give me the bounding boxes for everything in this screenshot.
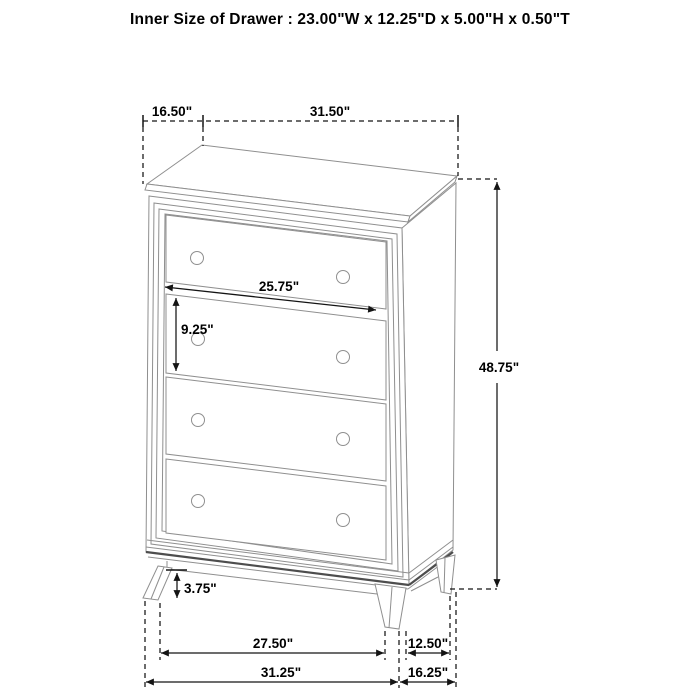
drawer-2-right-knob bbox=[337, 351, 350, 364]
dim-base-width-label: 31.25" bbox=[260, 665, 302, 680]
drawer-1-right-knob bbox=[337, 271, 350, 284]
page-title: Inner Size of Drawer : 23.00"W x 12.25"D x 5.00"H x 0.50"T bbox=[130, 11, 570, 28]
dim-top-width-label: 31.50" bbox=[309, 104, 351, 119]
dim-leg-height-label: 3.75" bbox=[184, 581, 217, 596]
dim-drawer-width-label: 25.75" bbox=[258, 279, 300, 294]
drawer-4-right-knob bbox=[337, 514, 350, 527]
chest-right-side bbox=[402, 183, 456, 585]
drawer-1-left-knob bbox=[191, 252, 204, 265]
drawer-3-left-knob bbox=[192, 414, 205, 427]
dim-overall-height-label: 48.75" bbox=[478, 360, 520, 375]
dim-drawer-face-height-label: 9.25" bbox=[181, 322, 214, 337]
dim-front-leg-span-label: 27.50" bbox=[252, 636, 294, 651]
dim-base-depth-label: 16.25" bbox=[407, 665, 449, 680]
drawer-3-right-knob bbox=[337, 433, 350, 446]
back-right-leg bbox=[436, 555, 455, 594]
chest-drawing bbox=[143, 145, 457, 629]
dim-top-depth-label: 16.50" bbox=[151, 104, 193, 119]
drawer-4-left-knob bbox=[192, 495, 205, 508]
dim-side-leg-span-label: 12.50" bbox=[407, 636, 449, 651]
